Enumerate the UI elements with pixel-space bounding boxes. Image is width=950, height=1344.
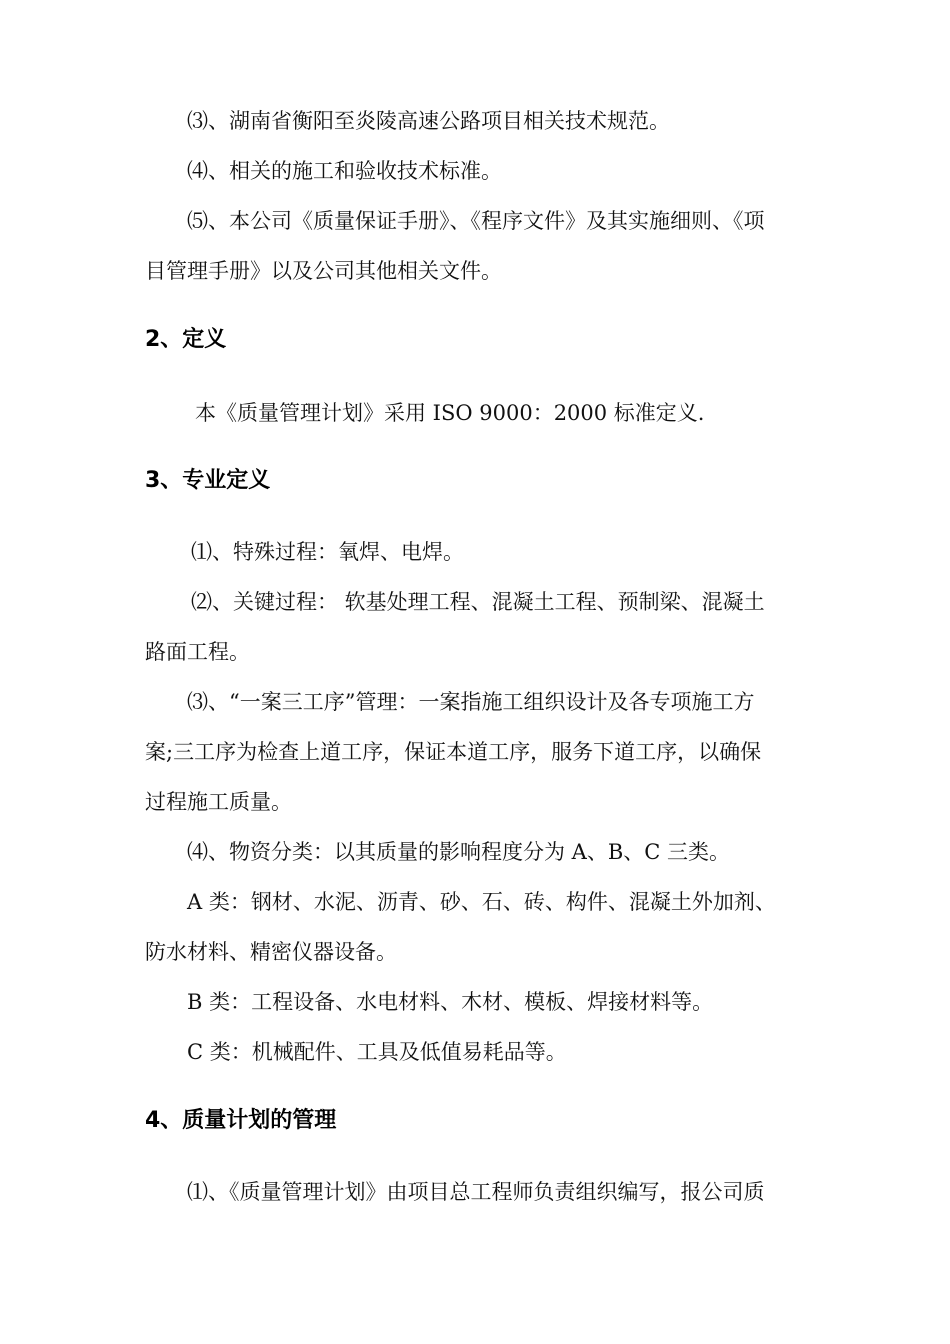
class-c-line: C 类：机械配件、工具及低值易耗品等。 xyxy=(187,1040,567,1064)
reference-item-5-line-1: ⑸、本公司《质量保证手册》、《程序文件》及其实施细则、《项 xyxy=(187,209,765,233)
section-3-heading: 3、专业定义 xyxy=(145,468,271,493)
material-class-item: ⑷、物资分类：以其质量的影响程度分为 A、B、C 三类。 xyxy=(187,840,731,864)
plan-process-item-line-2: 案;三工序为检查上道工序，保证本道工序，服务下道工序，以确保 xyxy=(145,740,762,764)
section-2-heading: 2、定义 xyxy=(145,327,227,352)
class-a-line-1: A 类：钢材、水泥、沥青、砂、石、砖、构件、混凝土外加剂、 xyxy=(187,890,776,914)
section-2-text: 本《质量管理计划》采用 ISO 9000：2000 标准定义. xyxy=(195,401,705,425)
reference-item-5-line-2: 目管理手册》以及公司其他相关文件。 xyxy=(145,259,502,283)
class-b-line: B 类：工程设备、水电材料、木材、模板、焊接材料等。 xyxy=(187,990,714,1014)
reference-item-4: ⑷、相关的施工和验收技术标准。 xyxy=(187,159,502,183)
class-a-line-2: 防水材料、精密仪器设备。 xyxy=(145,940,397,964)
special-process-item: ⑴、特殊过程：氧焊、电焊。 xyxy=(191,540,464,564)
key-process-item-line-2: 路面工程。 xyxy=(145,640,250,664)
plan-process-item-line-1: ⑶、“一案三工序”管理：一案指施工组织设计及各专项施工方 xyxy=(187,690,755,714)
key-process-item-line-1: ⑵、关键过程： 软基处理工程、混凝土工程、预制梁、混凝土 xyxy=(191,590,765,614)
reference-item-3: ⑶、湖南省衡阳至炎陵高速公路项目相关技术规范。 xyxy=(187,109,670,133)
plan-process-item-line-3: 过程施工质量。 xyxy=(145,790,292,814)
quality-plan-item-1-line-1: ⑴、《质量管理计划》由项目总工程师负责组织编写，报公司质 xyxy=(187,1180,765,1204)
section-4-heading: 4、质量计划的管理 xyxy=(145,1108,337,1133)
